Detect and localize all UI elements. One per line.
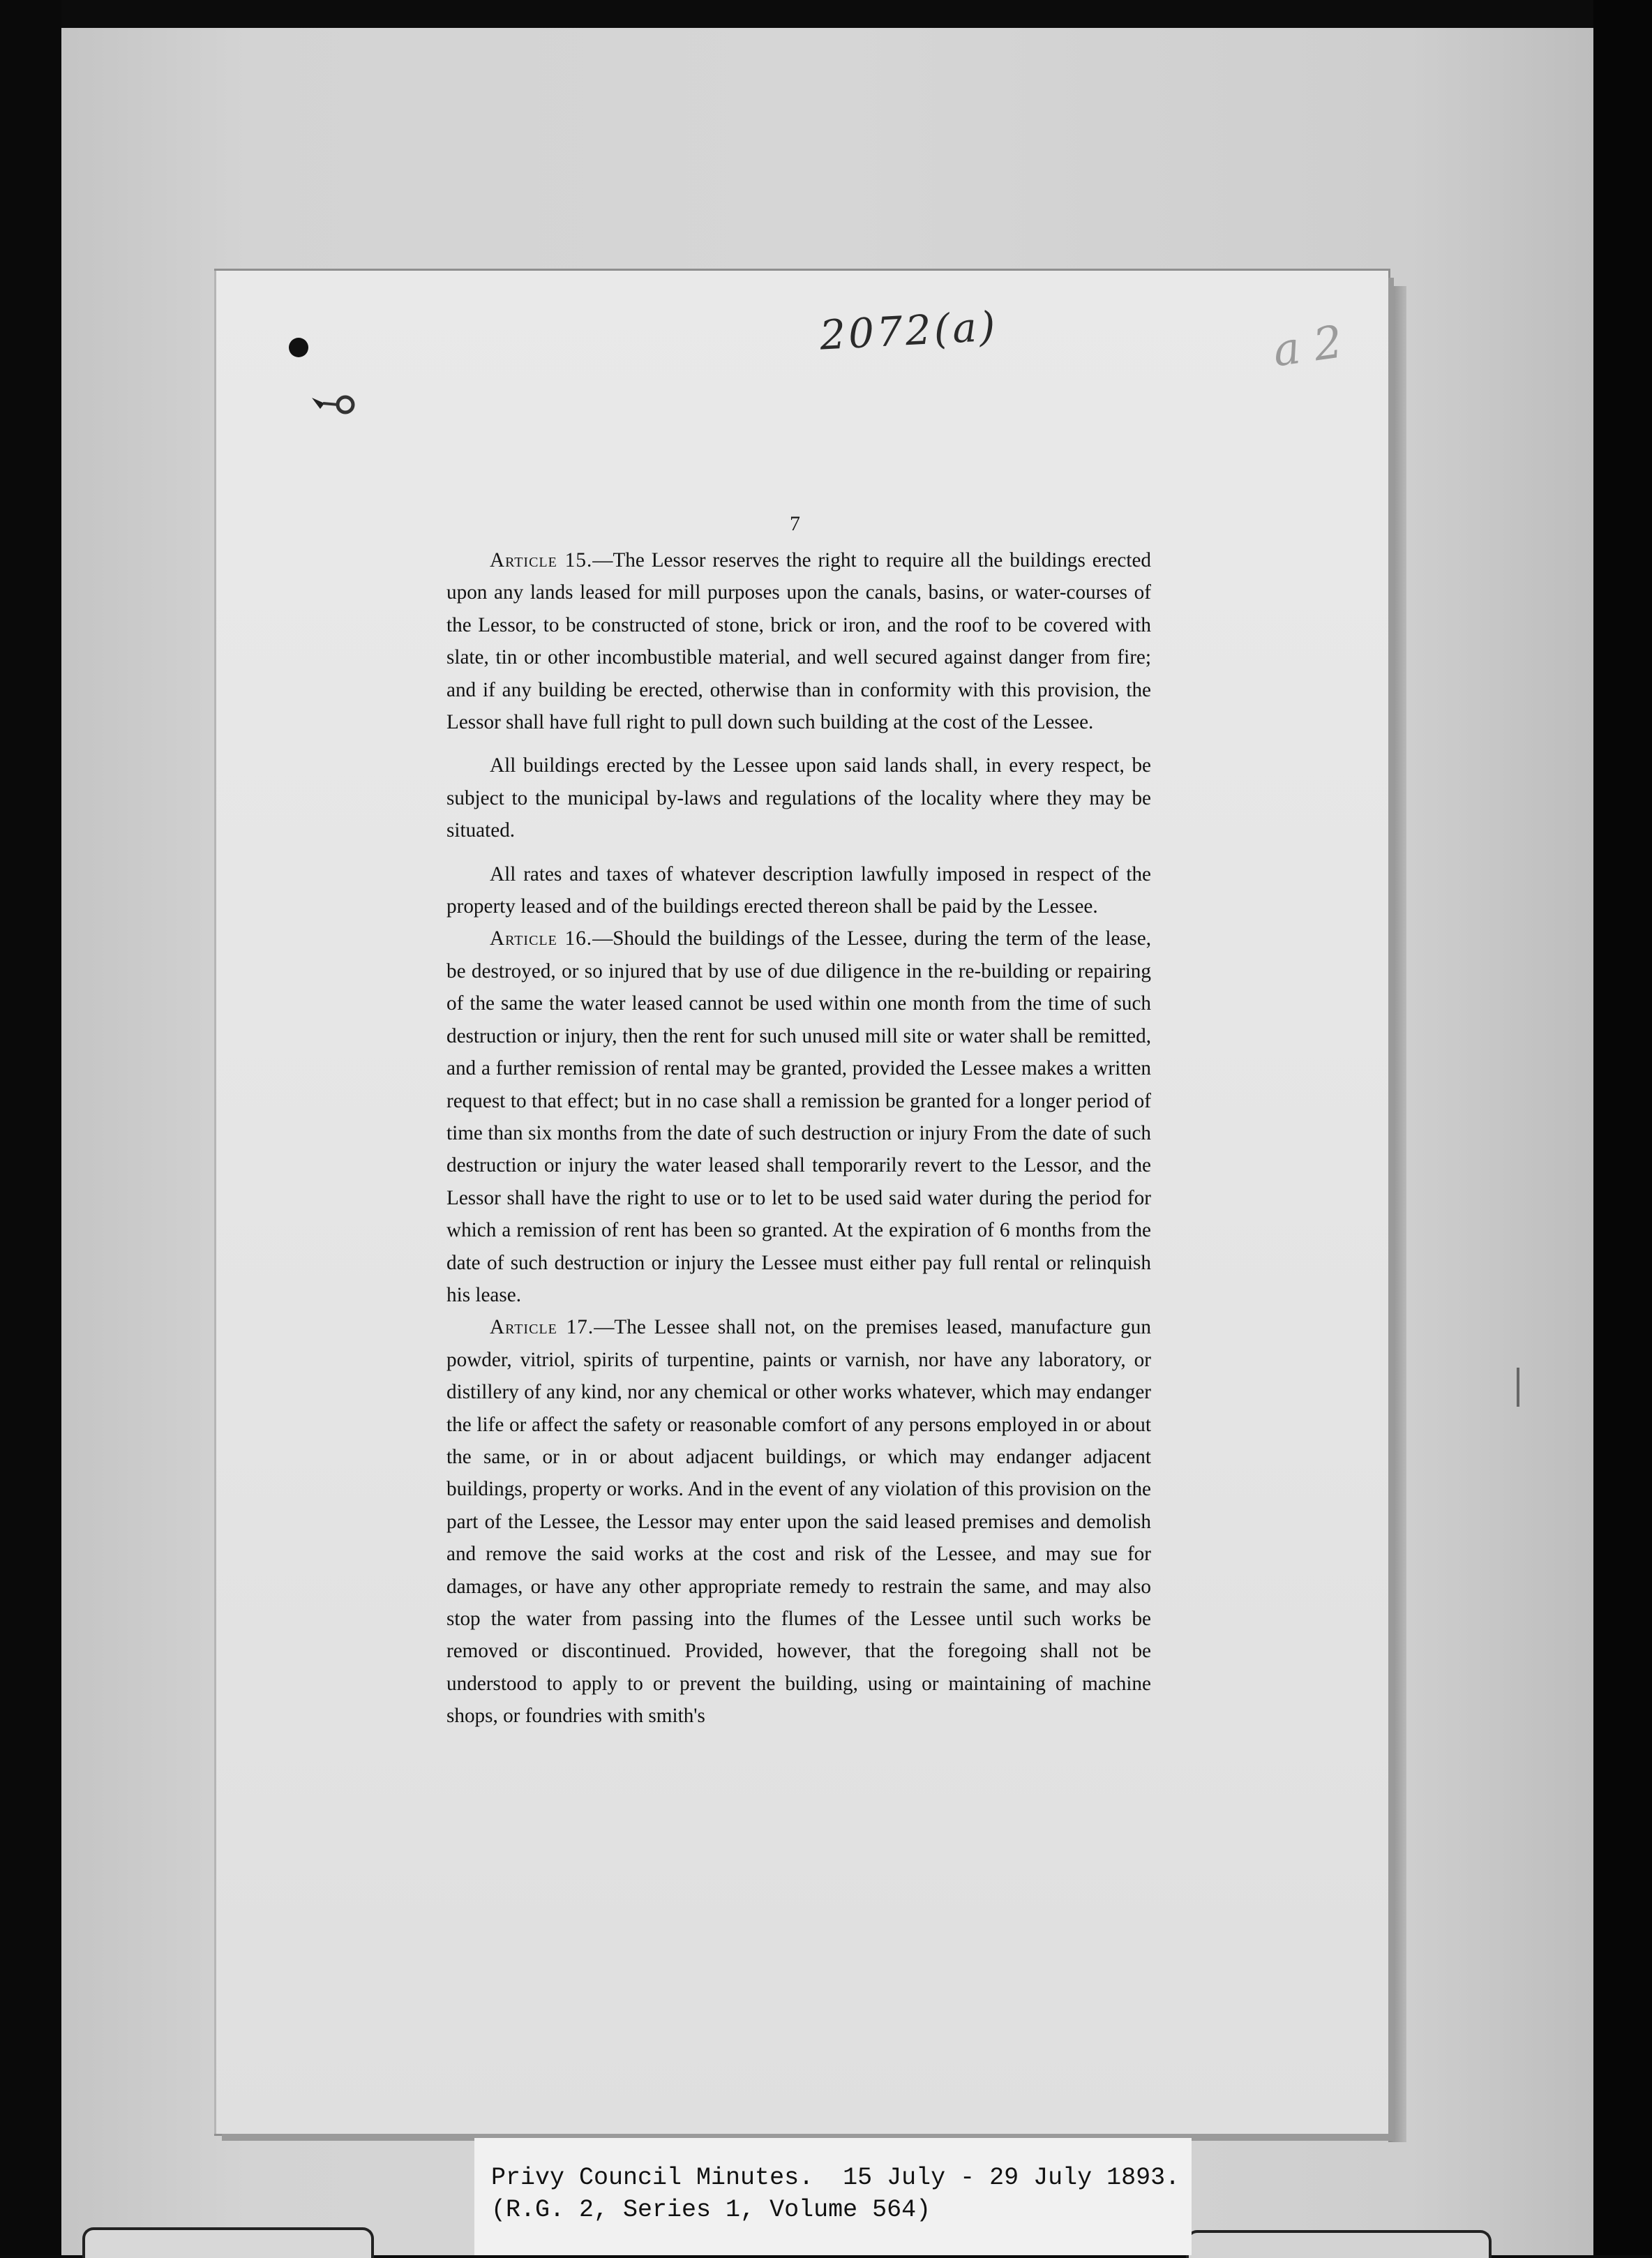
rates-taxes-paragraph: All rates and taxes of whatever description lawfully imposed in respect of the property leased and of the buildings erected thereon shall be paid by the Lessee. — [446, 862, 1151, 918]
article-15-label: Article 15. — [490, 549, 593, 571]
margin-tick-mark — [1517, 1368, 1519, 1407]
article-17-label: Article 17. — [490, 1316, 594, 1339]
buildings-bylaws-paragraph: All buildings erected by the Lessee upon said lands shall, in every respect, be subject to the municipal by-laws and regulations of the locality where they may be situated. — [446, 754, 1151, 842]
page-shadow — [1388, 286, 1406, 2142]
manuscript-number: 2072(a) — [818, 302, 1000, 359]
staple-mark-icon — [310, 394, 359, 414]
film-edge-right — [1593, 0, 1652, 2255]
article-15-paragraph — [446, 544, 1151, 738]
article-15-text: —The Lessor reserves the right to require all the buildings erected upon any lands leased for mill purposes upon the canals, basins, or water-courses of the Lessor, to be constructed of stone, brick or iron, and the roof to be covered with slate, tin or other incombustible material, and well secured against danger from fire; and if any building be erected, otherwise than in conformity with this provision, the Lessor shall have full right to pull down such building at the cost of the Lessee. — [446, 549, 1151, 734]
article-17-text: —The Lessee shall not, on the premises leased, manufacture gun powder, vitriol, spirits of turpentine, paints or varnish, nor have any laboratory, or distillery of any kind, nor any chemical or other works whatever, which may endanger the life or affect the safety or reasonable comfort of any persons employed in or about the same, or in or about adjacent buildings, or which may endanger adjacent buildings, property or works. And in the event of any violation of this provision on the part of the Lessee, the Lessor may enter upon the said leased premises and demolish and remove the said works at the cost and risk of the Lessee, and may sue for damages, or have any other appropriate remedy to restrain the same, and may also stop the water from passing into the flumes of the Lessee until such works be removed or discontinued. Provided, however, that the foregoing shall not be understood to apply to or prevent the building, using or maintaining of machine shops, or foundries with smith's — [446, 1316, 1151, 1728]
page-number: 7 — [790, 512, 800, 535]
article-17-paragraph — [446, 1311, 1151, 1732]
archive-label — [474, 2138, 1192, 2255]
article-16-text: —Should the buildings of the Lessee, during the term of the lease, be destroyed, or so injured that by use of due diligence in the re-building or repairing of the same the water leased cannot be used within one month from the time of such destruction or injury, then the rent for such unused mill site or water shall be remitted, and a further remission of rental may be granted, provided the Lessee makes a written request to that effect; but in no case shall a remission be granted for a longer period of time than six months from the date of such destruction or injury From the date of such destruction or injury the water leased shall temporarily revert to the Lessor, and the Lessor shall have the right to use or to let to be used said water during the period for which a remission of rent has been so granted. At the expiration of 6 months from the date of such destruction or injury the Lessee must either pay full rental or relinquish his lease. — [446, 927, 1151, 1306]
film-tab-right — [1186, 2230, 1492, 2258]
archive-label-title: Privy Council Minutes. 15 July - 29 July 1893. — [491, 2164, 1180, 2192]
film-edge-left — [0, 0, 61, 2255]
punch-hole-icon — [289, 338, 308, 357]
article-16-label: Article 16. — [490, 927, 593, 950]
archive-label-reference: (R.G. 2, Series 1, Volume 564) — [491, 2196, 931, 2224]
document-body — [446, 544, 1151, 1733]
film-tab-left — [82, 2227, 374, 2258]
manuscript-corner-mark: a 2 — [1270, 316, 1346, 377]
article-16-paragraph — [446, 922, 1151, 1311]
